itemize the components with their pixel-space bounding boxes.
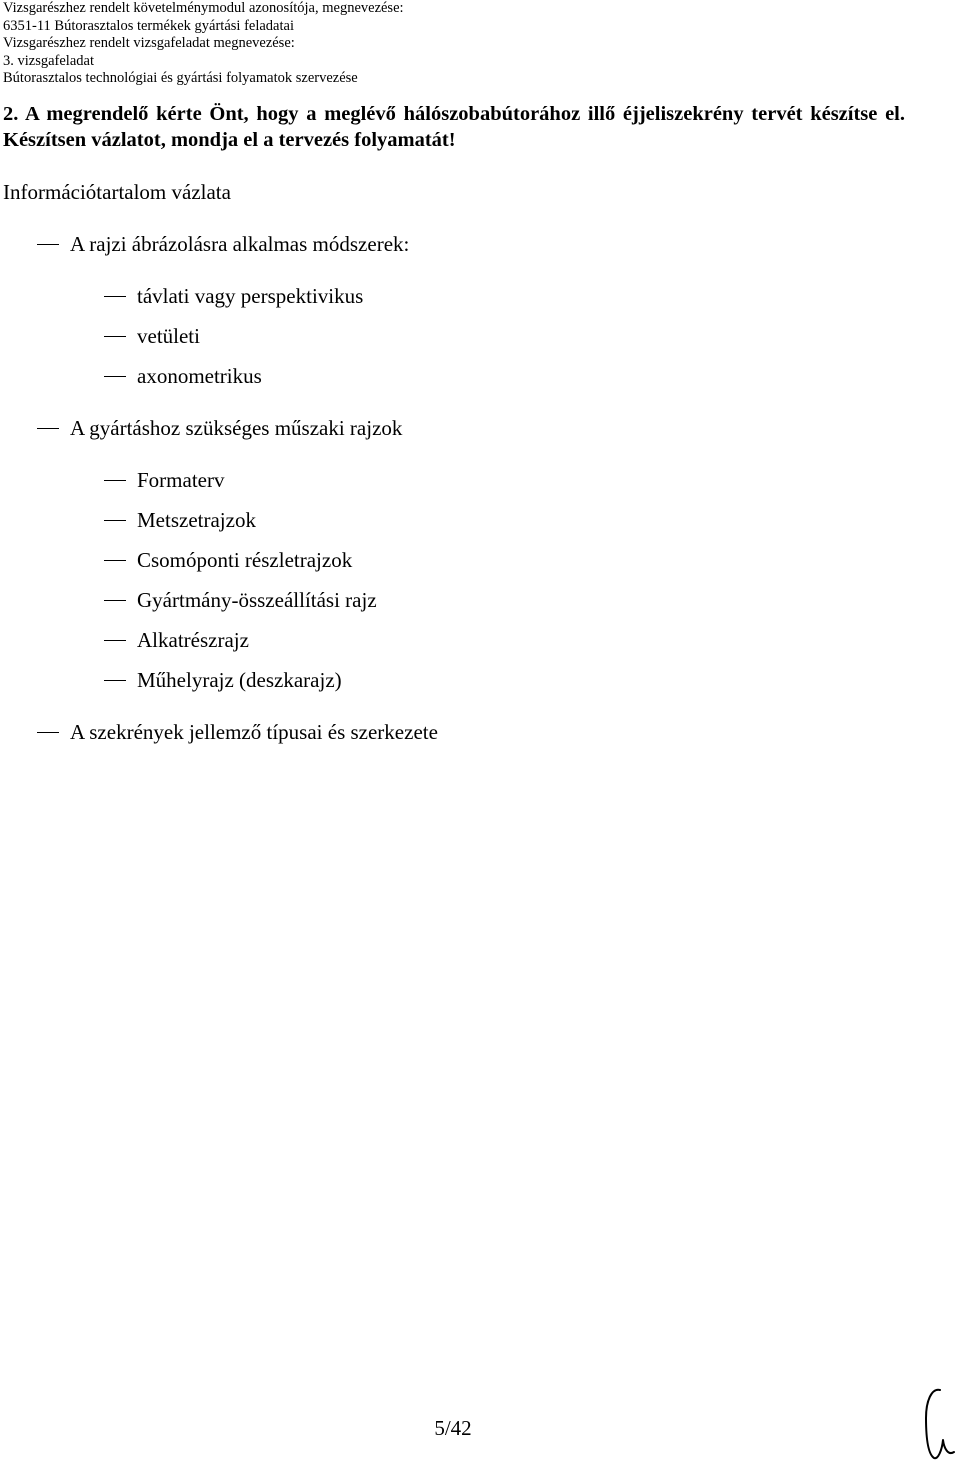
dash-bullet xyxy=(104,296,126,297)
dash-bullet xyxy=(104,560,126,561)
outline-item-technical-drawings xyxy=(70,415,402,441)
dash-bullet xyxy=(104,680,126,681)
dash-bullet xyxy=(37,732,59,733)
outline-item-label: távlati vagy perspektivikus xyxy=(137,284,364,308)
dash-bullet xyxy=(104,600,126,601)
outline-item-label: A gyártáshoz szükséges műszaki rajzok xyxy=(70,416,403,440)
outline-item-label: Gyártmány-összeállítási rajz xyxy=(137,588,377,612)
header-task-number: 3. vizsgafeladat xyxy=(3,52,94,69)
outline-item-label: axonometrikus xyxy=(137,364,262,388)
dash-bullet xyxy=(104,376,126,377)
outline-item-label: A rajzi ábrázolásra alkalmas módszerek: xyxy=(70,232,410,256)
dash-bullet xyxy=(37,244,59,245)
outline-item-label: Alkatrészrajz xyxy=(137,628,249,652)
outline-item-label: A szekrények jellemző típusai és szerkezete xyxy=(70,720,438,744)
dash-bullet xyxy=(104,336,126,337)
outline-item-label: Metszetrajzok xyxy=(137,508,256,532)
dash-bullet xyxy=(37,428,59,429)
outline-item-cabinet-types xyxy=(70,719,438,745)
outline-subitem xyxy=(137,667,342,693)
signature-mark xyxy=(918,1384,958,1462)
outline-item-label: Műhelyrajz (deszkarajz) xyxy=(137,668,342,692)
outline-item-label: Csomóponti részletrajzok xyxy=(137,548,353,572)
dash-bullet xyxy=(104,520,126,521)
outline-item-label: Formaterv xyxy=(137,468,225,492)
task-statement: 2. A megrendelő kérte Önt, hogy a meglévő hálószobabútorához illő éjjeliszekrény tervét készítse el. Készítsen vázlatot, mondja el a tervezés folyamatát! xyxy=(3,103,905,151)
dash-bullet xyxy=(104,640,126,641)
header-module-value: 6351-11 Bútorasztalos termékek gyártási feladatai xyxy=(3,17,294,34)
outline-subitem xyxy=(137,547,352,573)
outline-title: Információtartalom vázlata xyxy=(3,180,231,204)
outline-subitem xyxy=(137,467,224,493)
outline-subitem xyxy=(137,323,200,349)
outline-subitem xyxy=(137,587,377,613)
outline-subitem xyxy=(137,507,256,533)
page-number: 5/42 xyxy=(434,1416,472,1440)
dash-bullet xyxy=(104,480,126,481)
outline-subitem xyxy=(137,627,249,653)
header-task-title: Bútorasztalos technológiai és gyártási folyamatok szervezése xyxy=(3,70,358,87)
outline-subitem xyxy=(137,363,262,389)
outline-subitem xyxy=(137,283,363,309)
header-task-label: Vizsgarészhez rendelt vizsgafeladat megnevezése: xyxy=(3,35,295,52)
header-module-label: Vizsgarészhez rendelt követelménymodul azonosítója, megnevezése: xyxy=(3,0,404,16)
outline-item-drawing-methods xyxy=(70,231,409,257)
outline-item-label: vetületi xyxy=(137,324,200,348)
page-header xyxy=(3,0,404,88)
